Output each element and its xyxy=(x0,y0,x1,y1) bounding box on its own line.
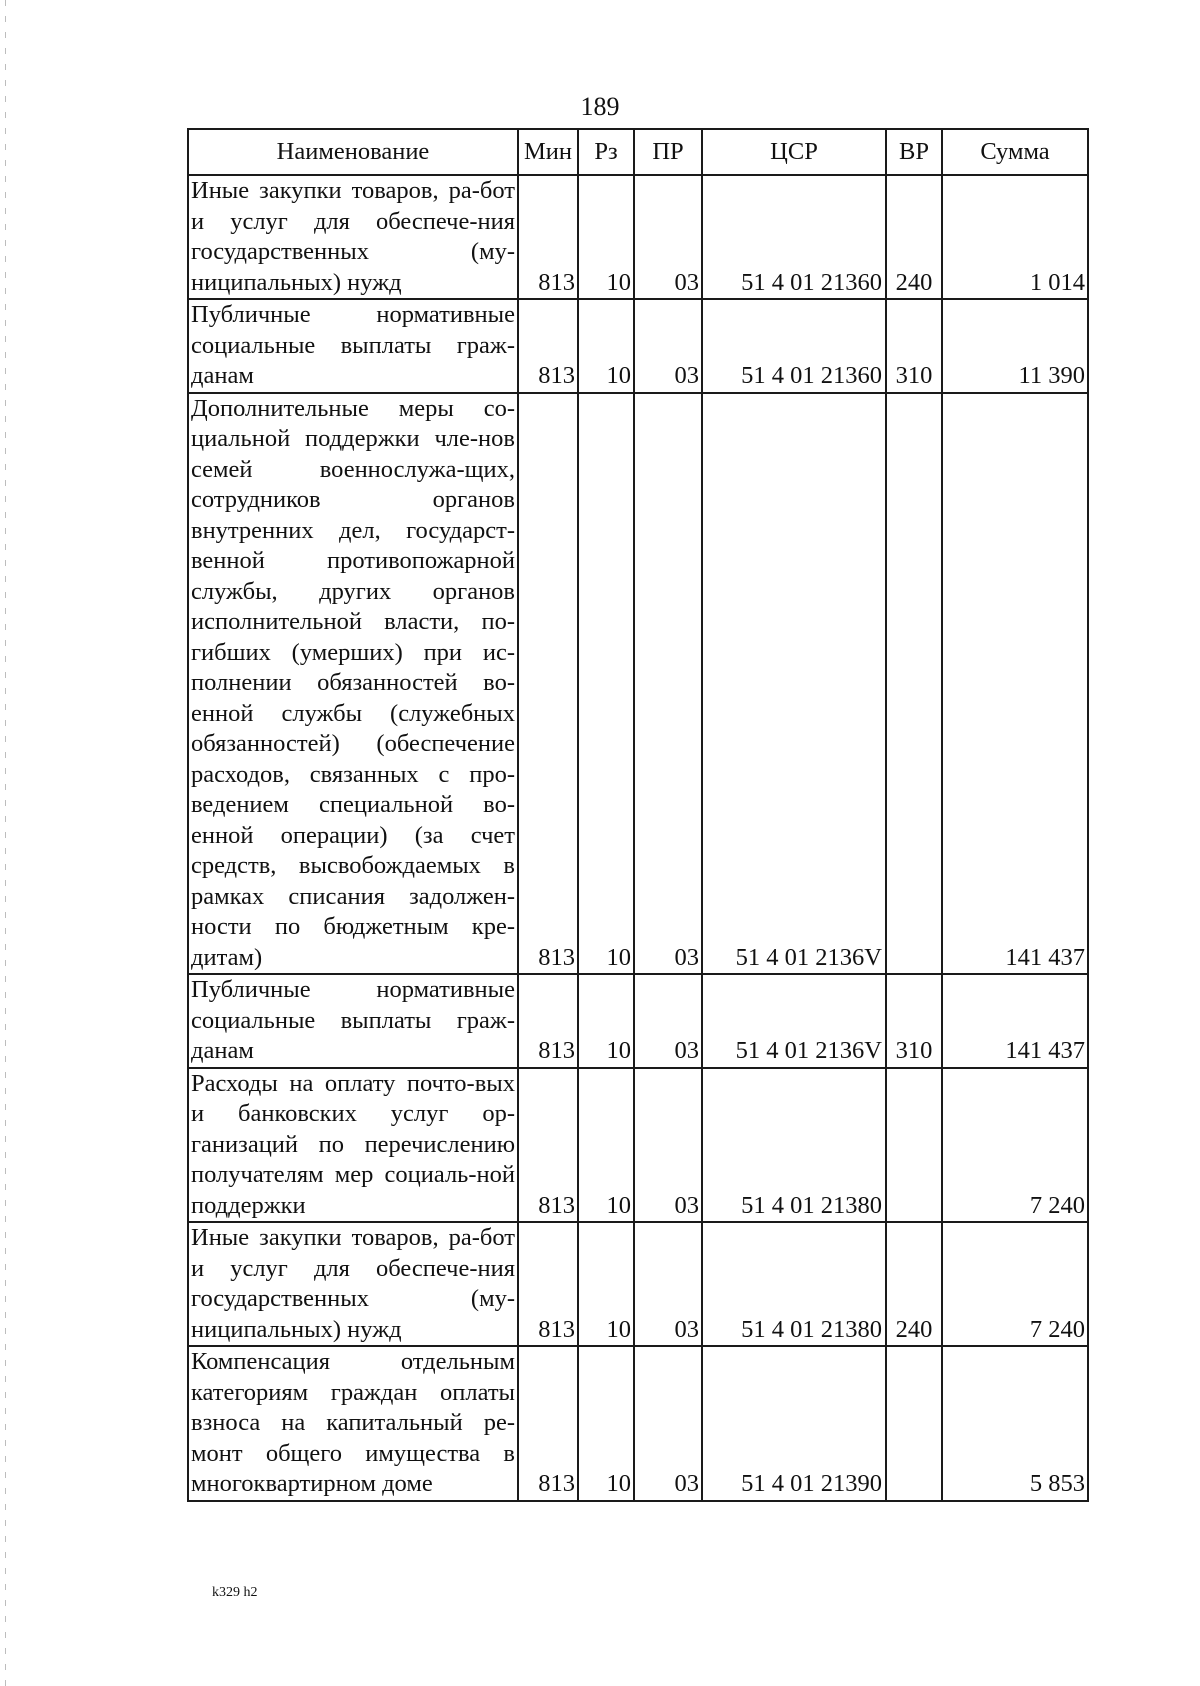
cell-sum: 141 437 xyxy=(942,393,1088,975)
header-csr: ЦСР xyxy=(702,129,886,175)
table-row xyxy=(188,175,1088,299)
cell-csr: 51 4 01 21380 xyxy=(702,1222,886,1346)
cell-pr: 03 xyxy=(634,299,702,393)
header-pr: ПР xyxy=(634,129,702,175)
cell-csr: 51 4 01 21380 xyxy=(702,1068,886,1223)
cell-rz: 10 xyxy=(578,1346,634,1501)
cell-sum: 11 390 xyxy=(942,299,1088,393)
cell-pr: 03 xyxy=(634,974,702,1068)
cell-name: Публичные нормативные социальные выплаты граж-данам xyxy=(188,974,518,1068)
cell-rz: 10 xyxy=(578,1222,634,1346)
header-sum: Сумма xyxy=(942,129,1088,175)
cell-vr: 240 xyxy=(886,175,942,299)
cell-name: Дополнительные меры со-циальной поддержки чле-нов семей военнослужа-щих, сотрудников органов внутренних дел, государст-венной противопожарной службы, других органов исполнительной власти, по-гибших (умерших) при ис-полнении обязанностей во-енной службы (служебных обязанностей) (обеспечение расходов, связанных с про-ведением специальной во-енной операции) (за счет средств, высвобождаемых в рамках списания задолжен-ности по бюджетным кре-дитам) xyxy=(188,393,518,975)
cell-sum: 5 853 xyxy=(942,1346,1088,1501)
table-row xyxy=(188,299,1088,393)
cell-name: Иные закупки товаров, ра-бот и услуг для обеспече-ния государственных (му-ниципальных) нужд xyxy=(188,1222,518,1346)
cell-csr: 51 4 01 2136V xyxy=(702,393,886,975)
scan-edge-mark xyxy=(5,0,6,1686)
table-row xyxy=(188,393,1088,975)
cell-vr: 310 xyxy=(886,299,942,393)
cell-vr: 240 xyxy=(886,1222,942,1346)
table-row xyxy=(188,1222,1088,1346)
cell-rz: 10 xyxy=(578,974,634,1068)
footer-code: k329 h2 xyxy=(212,1585,258,1600)
cell-pr: 03 xyxy=(634,1346,702,1501)
cell-vr xyxy=(886,1346,942,1501)
cell-pr: 03 xyxy=(634,175,702,299)
cell-pr: 03 xyxy=(634,1068,702,1223)
cell-min: 813 xyxy=(518,1346,578,1501)
cell-min: 813 xyxy=(518,1068,578,1223)
cell-name: Иные закупки товаров, ра-бот и услуг для обеспече-ния государственных (му-ниципальных) нужд xyxy=(188,175,518,299)
cell-min: 813 xyxy=(518,974,578,1068)
cell-min: 813 xyxy=(518,299,578,393)
cell-rz: 10 xyxy=(578,175,634,299)
cell-vr: 310 xyxy=(886,974,942,1068)
cell-csr: 51 4 01 2136V xyxy=(702,974,886,1068)
cell-vr xyxy=(886,393,942,975)
cell-sum: 1 014 xyxy=(942,175,1088,299)
cell-csr: 51 4 01 21390 xyxy=(702,1346,886,1501)
cell-rz: 10 xyxy=(578,393,634,975)
cell-sum: 7 240 xyxy=(942,1222,1088,1346)
header-vr: ВР xyxy=(886,129,942,175)
cell-name: Расходы на оплату почто-вых и банковских услуг ор-ганизаций по перечислению получателям мер социаль-ной поддержки xyxy=(188,1068,518,1223)
table-row xyxy=(188,1346,1088,1501)
header-rz: Рз xyxy=(578,129,634,175)
cell-csr: 51 4 01 21360 xyxy=(702,175,886,299)
cell-pr: 03 xyxy=(634,1222,702,1346)
table-row xyxy=(188,974,1088,1068)
cell-name: Публичные нормативные социальные выплаты граж-данам xyxy=(188,299,518,393)
cell-vr xyxy=(886,1068,942,1223)
budget-table xyxy=(187,128,1089,1502)
cell-rz: 10 xyxy=(578,299,634,393)
cell-min: 813 xyxy=(518,393,578,975)
table-header-row xyxy=(188,129,1088,175)
table-row xyxy=(188,1068,1088,1223)
cell-pr: 03 xyxy=(634,393,702,975)
cell-csr: 51 4 01 21360 xyxy=(702,299,886,393)
header-name: Наименование xyxy=(188,129,518,175)
header-min: Мин xyxy=(518,129,578,175)
cell-min: 813 xyxy=(518,175,578,299)
cell-rz: 10 xyxy=(578,1068,634,1223)
cell-min: 813 xyxy=(518,1222,578,1346)
cell-name: Компенсация отдельным категориям граждан оплаты взноса на капитальный ре-монт общего имущества в многоквартирном доме xyxy=(188,1346,518,1501)
cell-sum: 141 437 xyxy=(942,974,1088,1068)
page-number: 189 xyxy=(580,92,620,121)
cell-sum: 7 240 xyxy=(942,1068,1088,1223)
